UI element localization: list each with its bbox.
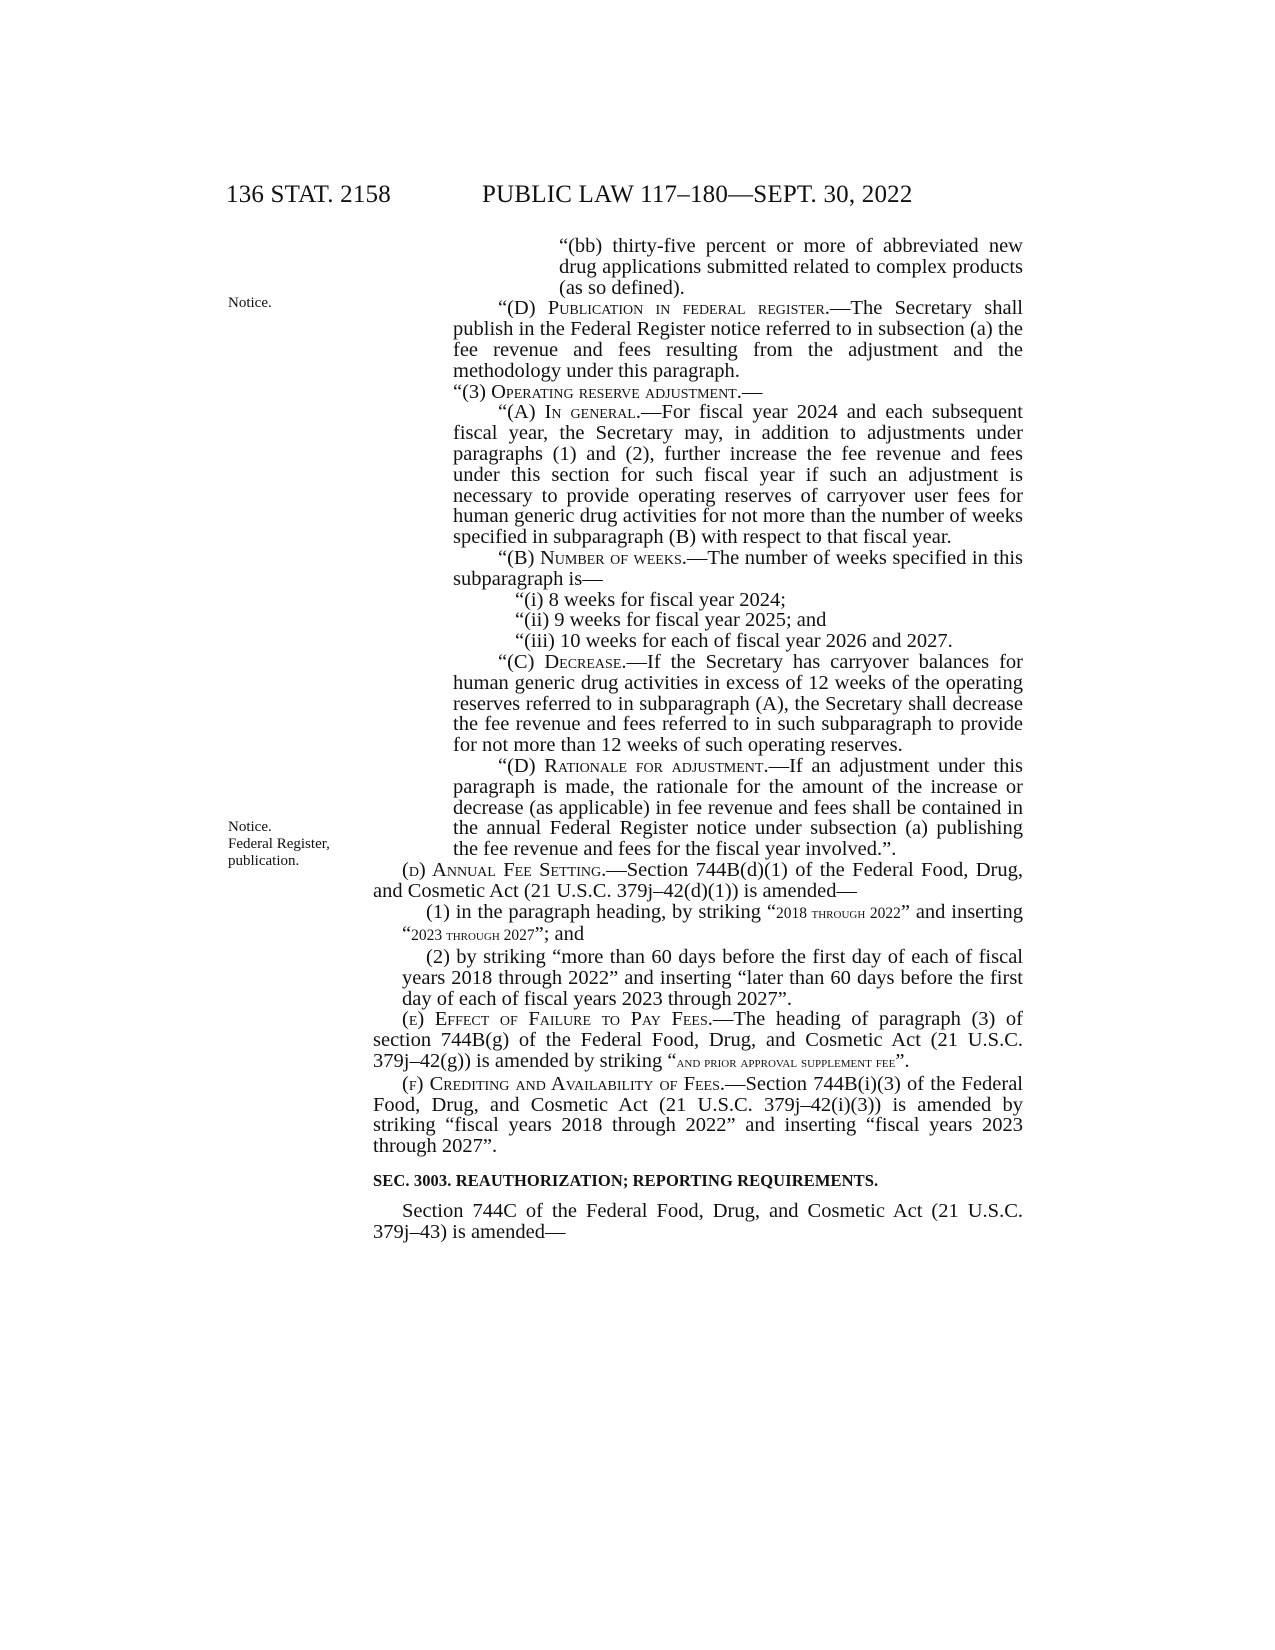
paragraph-3-dash: — <box>741 380 763 403</box>
item-1-inserted-heading: 2023 through 2027 <box>411 927 535 945</box>
clause-iii <box>483 631 1023 652</box>
subparagraph-c-decrease <box>453 652 1023 756</box>
subparagraph-b-text: —The number of weeks specified in this subparagraph is— <box>453 546 1023 590</box>
subparagraph-d-rationale <box>453 756 1023 860</box>
subsection-d-heading: (d) Annual Fee Setting. <box>402 858 607 881</box>
subsection-f-text: —Section 744B(i)(3) of the Federal Food, Drug, and Cosmetic Act (21 U.S.C. 379j–42(i)(3)) is amended by striking “fiscal years 2018 through 2022” and inserting “fiscal years 2023 through 2027”. <box>373 1072 1023 1158</box>
subsection-e-struck-heading: and prior approval supplement fee <box>676 1054 896 1072</box>
section-3003-body: Section 744C of the Federal Food, Drug, and Cosmetic Act (21 U.S.C. 379j–43) is amended— <box>373 1199 1023 1243</box>
paragraph-3-title: “(3) Operating reserve adjustment. <box>453 380 742 403</box>
page-stat-citation: 136 STAT. 2158 <box>226 181 391 208</box>
subsection-d-annual-fee-setting <box>373 860 1023 902</box>
subsection-e-effect-of-failure <box>373 1009 1023 1073</box>
clause-ii-text: “(ii) 9 weeks for fiscal year 2025; and <box>515 609 827 632</box>
subparagraph-d-rationale-text: —If an adjustment under this paragraph is made, the rationale for the amount of the increase or decrease (as applicable) in fee revenue and fees shall be contained in the annual Federal Register notice under subsection (a) publishing the fee revenue and fees for the fiscal year involved.”. <box>453 754 1023 861</box>
page-header-title: PUBLIC LAW 117–180—SEPT. 30, 2022 <box>482 181 913 208</box>
margin-note-line: Notice. <box>228 819 272 835</box>
item-2-text: (2) by striking “more than 60 days before the first day of each of fiscal years 2018 through 2022” and inserting “later than 60 days before the first day of each of fiscal years 2023 through 2027”. <box>402 946 1023 1010</box>
subsection-d-item-2 <box>402 947 1023 1009</box>
clause-i <box>483 590 1023 611</box>
subparagraph-d-publication <box>453 298 1023 381</box>
subparagraph-c-heading: “(C) Decrease. <box>498 650 627 673</box>
item-1-text-c: ”; and <box>534 923 585 946</box>
clause-bb <box>559 236 1023 298</box>
statute-body <box>373 236 1023 1242</box>
margin-note-line: publication. <box>228 853 300 869</box>
item-1-text-a: (1) in the paragraph heading, by striking “ <box>426 900 776 923</box>
subsection-e-heading: (e) Effect of Failure to Pay Fees. <box>402 1008 713 1031</box>
clause-iii-text: “(iii) 10 weeks for each of fiscal year 2026 and 2027. <box>515 630 953 653</box>
margin-note-notice-federal-register <box>228 819 368 870</box>
subparagraph-a-in-general <box>453 402 1023 548</box>
subparagraph-d-rationale-heading: “(D) Rationale for adjustment. <box>498 754 769 777</box>
margin-note-notice <box>228 295 368 312</box>
clause-ii <box>483 610 1023 631</box>
margin-note-line: Federal Register, <box>228 836 330 852</box>
item-1-text-b: ” and inserting “ <box>402 900 1023 946</box>
subparagraph-b-number-of-weeks <box>453 548 1023 590</box>
section-3003-text <box>373 1201 1023 1243</box>
paragraph-3-heading <box>453 382 1023 403</box>
subparagraph-d-text: —The Secretary shall publish in the Federal Register notice referred to in subsection (a) the fee revenue and fees resulting from the adjustment and the methodology under this paragraph. <box>453 297 1023 382</box>
section-3003-heading: SEC. 3003. REAUTHORIZATION; REPORTING REQUIREMENTS. <box>373 1171 879 1191</box>
subparagraph-a-heading: “(A) In general. <box>498 401 641 424</box>
subsection-e-end: ”. <box>895 1050 910 1073</box>
subsection-e-text: —The heading of paragraph (3) of section 744B(g) of the Federal Food, Drug, and Cosmetic Act (21 U.S.C. 379j–42(g)) is amended by striking “ <box>373 1008 1023 1073</box>
subsection-f-crediting <box>373 1074 1023 1157</box>
subsection-d-item-1 <box>402 902 1023 948</box>
subparagraph-d-heading: “(D) Publication in federal register. <box>498 297 830 320</box>
subparagraph-c-text: —If the Secretary has carryover balances for human generic drug activities in excess of 12 weeks of the operating reserves referred to in subparagraph (A), the Secretary shall decrease the fee revenue and fees referred to in such subparagraph to provide for not more than 12 weeks of such operating reserves. <box>453 650 1023 757</box>
item-1-struck-heading: 2018 through 2022 <box>775 904 901 922</box>
subsection-f-heading: (f) Crediting and Availability of Fees. <box>402 1072 726 1095</box>
margin-note-line: Notice. <box>228 295 272 311</box>
subsection-d-text: —Section 744B(d)(1) of the Federal Food, Drug, and Cosmetic Act (21 U.S.C. 379j–42(d)(1)) is amended— <box>373 858 1023 902</box>
clause-bb-text: “(bb) thirty-five percent or more of abbreviated new drug applications submitted related to complex products (as so defined). <box>559 235 1023 299</box>
subparagraph-a-text: —For fiscal year 2024 and each subsequent fiscal year, the Secretary may, in addition to adjustments under paragraphs (1) and (2), further increase the fee revenue and fees under this section for such fiscal year if such an adjustment is necessary to provide operating reserves of carryover user fees for human generic drug activities for not more than the number of weeks specified in subparagraph (B) with respect to that fiscal year. <box>453 401 1023 549</box>
subparagraph-b-heading: “(B) Number of weeks. <box>498 546 687 569</box>
clause-i-text: “(i) 8 weeks for fiscal year 2024; <box>515 588 786 611</box>
